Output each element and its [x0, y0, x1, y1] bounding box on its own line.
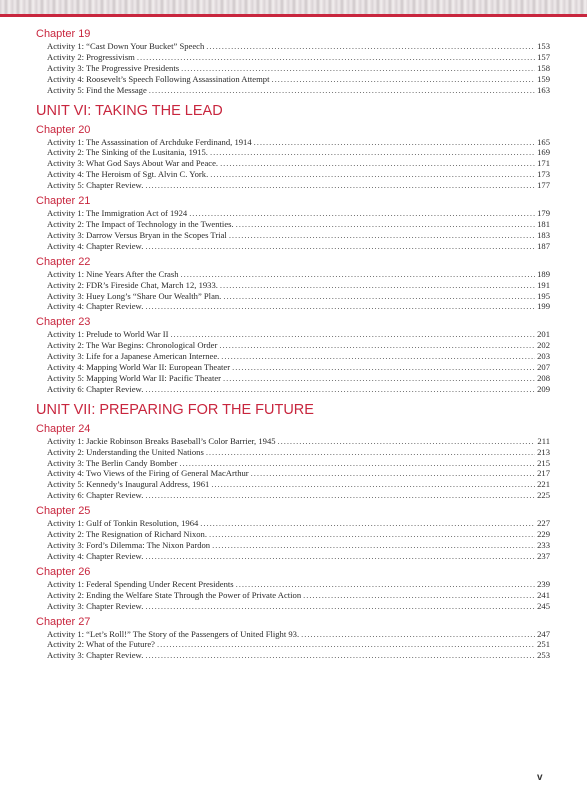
toc-entry: Activity 3: Chapter Review. . . . 253	[36, 650, 550, 661]
header-texture-band	[0, 0, 587, 14]
toc-entry: Activity 5: Kennedy’s Inaugural Address, 1961 . . . 221	[36, 479, 550, 490]
toc-entry: Activity 5: Find the Message . . . 163	[36, 85, 550, 96]
toc-entry: Activity 4: Chapter Review. . . . 187	[36, 241, 550, 252]
toc-entry: Activity 5: Chapter Review. . . . 177	[36, 180, 550, 191]
chapter-heading: Chapter 19	[36, 28, 91, 40]
dot-leader	[278, 436, 536, 447]
dot-leader	[181, 63, 535, 74]
toc-entry: Activity 3: The Berlin Candy Bomber . . . 215	[36, 458, 550, 469]
page-number: v	[537, 772, 543, 783]
toc-entry: Activity 4: Roosevelt’s Speech Following Assassination Attempt . . . 159	[36, 74, 550, 85]
dot-leader	[209, 529, 535, 540]
toc-entry: Activity 1: Nine Years After the Crash . . . 189	[36, 269, 550, 280]
toc-entry: Activity 6: Chapter Review. . . . 209	[36, 384, 550, 395]
dot-leader	[181, 269, 536, 280]
unit-heading: UNIT VII: PREPARING FOR THE FUTURE	[36, 401, 314, 418]
toc-entry: Activity 4: The Heroism of Sgt. Alvin C. York. . . . 173	[36, 169, 550, 180]
toc-entry: Activity 4: Chapter Review. . . . 199	[36, 301, 550, 312]
dot-leader	[210, 169, 535, 180]
dot-leader	[179, 458, 535, 469]
toc-entry: Activity 1: Federal Spending Under Recent Presidents . . . 239	[36, 579, 550, 590]
toc-entry: Activity 1: Jackie Robinson Breaks Baseball’s Color Barrier, 1945 . . . 211	[36, 436, 550, 447]
dot-leader	[220, 158, 535, 169]
chapter-heading: Chapter 21	[36, 195, 91, 208]
toc-entry: Activity 3: The Progressive Presidents . . . 158	[36, 63, 550, 74]
toc-entry: Activity 2: Progressivism . . . 157	[36, 52, 550, 63]
toc-entry: Activity 4: Mapping World War II: European Theater . . . 207	[36, 362, 550, 373]
chapter-heading: Chapter 26	[36, 565, 91, 578]
toc-entry: Activity 2: FDR’s Fireside Chat, March 12, 1933. . . . 191	[36, 280, 550, 291]
toc-entry: Activity 2: What of the Future? . . . 251	[36, 639, 550, 650]
dot-leader	[145, 650, 535, 661]
chapter-heading: Chapter 24	[36, 422, 91, 435]
toc-entry: Activity 4: Chapter Review. . . . 237	[36, 551, 550, 562]
dot-leader	[170, 329, 535, 340]
dot-leader	[229, 230, 535, 241]
dot-leader	[145, 301, 535, 312]
dot-leader	[212, 540, 535, 551]
dot-leader	[219, 340, 535, 351]
toc-entry: Activity 2: Understanding the United Nations . . . 213	[36, 447, 550, 458]
dot-leader	[223, 291, 535, 302]
toc-entry: Activity 2: The Impact of Technology in the Twenties. . . . 181	[36, 219, 550, 230]
toc-entry: Activity 3: Darrow Versus Bryan in the Scopes Trial . . . 183	[36, 230, 550, 241]
toc-entry: Activity 1: Gulf of Tonkin Resolution, 1964 . . . 227	[36, 518, 550, 529]
toc-entry: Activity 3: Chapter Review. . . . 245	[36, 601, 550, 612]
dot-leader	[271, 74, 535, 85]
dot-leader	[145, 490, 535, 501]
dot-leader	[220, 280, 535, 291]
toc-entry: Activity 5: Mapping World War II: Pacific Theater . . . 208	[36, 373, 550, 384]
dot-leader	[236, 579, 535, 590]
toc-entry: Activity 4: Two Views of the Firing of General MacArthur . . . 217	[36, 468, 550, 479]
dot-leader	[145, 551, 535, 562]
toc-entry: Activity 1: “Let’s Roll!” The Story of the Passengers of United Flight 93. . . . 247	[36, 629, 550, 640]
chapter-heading: Chapter 20	[36, 123, 91, 136]
toc-entry: Activity 3: Ford’s Dilemma: The Nixon Pardon . . . 233	[36, 540, 550, 551]
dot-leader	[223, 373, 535, 384]
dot-leader	[236, 219, 535, 230]
toc-entry: Activity 1: “Cast Down Your Bucket” Speech . . . 153	[36, 41, 550, 52]
dot-leader	[303, 590, 535, 601]
toc-entry: Activity 1: The Assassination of Archduke Ferdinand, 1914 . . . 165	[36, 137, 550, 148]
toc-entry: Activity 2: The Resignation of Richard Nixon. . . . 229	[36, 529, 550, 540]
dot-leader	[251, 468, 535, 479]
chapter-heading: Chapter 27	[36, 615, 91, 628]
toc-entry: Activity 6: Chapter Review. . . . 225	[36, 490, 550, 501]
chapter-heading: Chapter 23	[36, 316, 91, 329]
dot-leader	[254, 137, 535, 148]
dot-leader	[145, 180, 535, 191]
toc-entry: Activity 3: Life for a Japanese American Internee. . . . 203	[36, 351, 550, 362]
dot-leader	[221, 351, 535, 362]
dot-leader	[200, 518, 535, 529]
dot-leader	[137, 52, 535, 63]
dot-leader	[206, 41, 535, 52]
dot-leader	[145, 601, 535, 612]
dot-leader	[149, 85, 535, 96]
dot-leader	[232, 362, 535, 373]
unit-heading: UNIT VI: TAKING THE LEAD	[36, 102, 223, 119]
dot-leader	[145, 241, 535, 252]
header-accent-rule	[0, 14, 587, 17]
dot-leader	[189, 208, 535, 219]
toc-entry: Activity 2: The Sinking of the Lusitania, 1915. . . . 169	[36, 147, 550, 158]
dot-leader	[211, 479, 535, 490]
table-of-contents	[36, 28, 550, 661]
toc-entry: Activity 3: What God Says About War and Peace. . . . 171	[36, 158, 550, 169]
toc-entry: Activity 1: Prelude to World War II . . . 201	[36, 329, 550, 340]
dot-leader	[145, 384, 535, 395]
toc-entry: Activity 3: Huey Long’s “Share Our Wealth” Plan. . . . 195	[36, 291, 550, 302]
toc-entry: Activity 2: Ending the Welfare State Through the Power of Private Action . . . 241	[36, 590, 550, 601]
dot-leader	[301, 629, 535, 640]
chapter-heading: Chapter 22	[36, 255, 91, 268]
toc-entry: Activity 2: The War Begins: Chronological Order . . . 202	[36, 340, 550, 351]
toc-entry: Activity 1: The Immigration Act of 1924 . . . 179	[36, 208, 550, 219]
dot-leader	[206, 447, 535, 458]
chapter-heading: Chapter 25	[36, 505, 91, 518]
dot-leader	[210, 147, 535, 158]
dot-leader	[157, 639, 535, 650]
